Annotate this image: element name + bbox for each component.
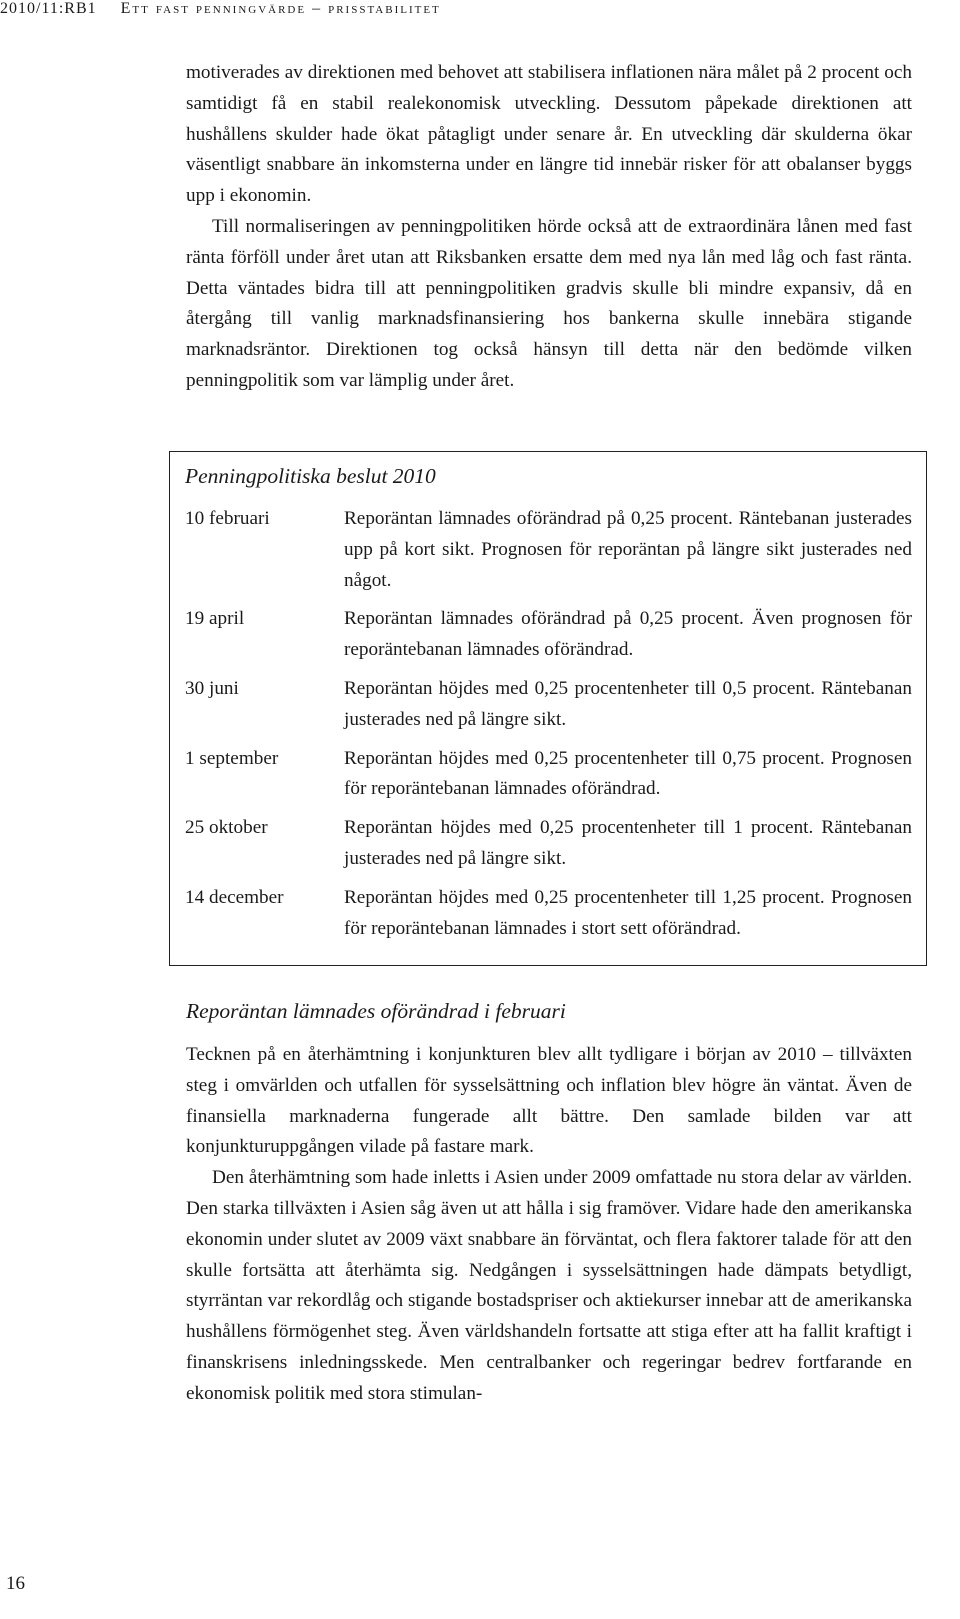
intro-text <box>186 58 912 397</box>
box-title: Penningpolitiska beslut 2010 <box>185 464 436 488</box>
paragraph: Till normaliseringen av penningpolitiken hörde också att de extraordinära lånen med fast ränta förföll under året utan att Riksbanken ersatte dem med nya lån med låg och fast ränta. Detta väntades bidra till att penningpolitiken gradvis skulle bli mindre expansiv, då en återgång till vanlig marknadsfinansiering hos bankerna skulle innebära stigande marknadsräntor. Direktionen tog också hänsyn till detta när den bedömde vilken penningpolitik som var lämplig under året. <box>186 215 912 391</box>
decision-row <box>185 813 912 875</box>
report-code: 2010/11:RB1 <box>0 0 97 17</box>
decision-text: Reporäntan lämnades oförändrad på 0,25 procent. Räntebanan justerades upp på kort sikt. Prognosen för reporäntan på längre sikt justerades ned något. <box>344 508 912 591</box>
paragraph: Den återhämtning som hade inletts i Asien under 2009 omfattade nu stora delar av världen. Den starka tillväxten i Asien såg även ut att hålla i sig framöver. Vidare hade den amerikanska ekonomin under slutet av 2009 växt snabbare än förväntat, och flera faktorer talade för att den skulle fortsätta att återhämta sig. Nedgången i sysselsättningen hade dämpats betydligt, styrräntan var rekordlåg och stigande bostadspriser och aktiekurser innebar att de amerikanska hushållens förmögenhet steg. Även världshandeln fortsatte att stiga efter att ha fallit kraftigt i finanskrisens inledningsskede. Men centralbanker och regeringar bedrev fortfarande en ekonomisk politik med stora stimulan- <box>186 1167 912 1404</box>
report-title: Ett fast penningvärde – prisstabilitet <box>120 0 441 17</box>
decision-row <box>185 883 912 945</box>
decision-row <box>185 674 912 736</box>
section-title: Reporäntan lämnades oförändrad i februari <box>186 999 566 1023</box>
decisions-box <box>169 451 927 966</box>
decision-text: Reporäntan höjdes med 0,25 procentenheter till 1,25 procent. Prognosen för reporäntebanan lämnades i stort sett oförändrad. <box>344 886 912 939</box>
decision-date: 25 oktober <box>185 817 268 839</box>
decision-date: 10 februari <box>185 508 270 529</box>
decision-date: 14 december <box>185 886 284 908</box>
decision-text: Reporäntan höjdes med 0,25 procentenheter till 1 procent. Räntebanan justerades ned på längre sikt. <box>344 817 912 869</box>
decision-text: Reporäntan höjdes med 0,25 procentenheter till 0,75 procent. Prognosen för reporäntebanan lämnades oförändrad. <box>344 747 912 800</box>
paragraph: Tecknen på en återhämtning i konjunkturen blev allt tydligare i början av 2010 – tillväxten steg i omvärlden och utfallen för sysselsättning och inflation blev högre än väntat. Även de finansiella marknaderna fungerade allt bättre. Den samlade bilden var att konjunkturuppgången vilade på fastare mark. <box>186 1044 912 1158</box>
decision-list <box>185 504 912 952</box>
decision-row <box>185 504 912 596</box>
decision-date: 1 september <box>185 747 279 769</box>
decision-date: 19 april <box>185 608 245 630</box>
paragraph: motiverades av direktionen med behovet att stabilisera inflationen nära målet på 2 procent och samtidigt få en stabil realekonomisk utveckling. Dessutom påpekade direktionen att hushållens skulder hade ökat påtagligt under senare år. En utveckling där skulderna ökar väsentligt snabbare än inkomsterna under en längre tid innebär risker för att obalanser byggs upp i ekonomin. <box>186 62 912 207</box>
decision-date: 30 juni <box>185 677 239 699</box>
decision-row <box>185 604 912 666</box>
running-header <box>0 0 441 18</box>
decision-row <box>185 744 912 806</box>
page-number: 16 <box>6 1573 25 1594</box>
decision-text: Reporäntan höjdes med 0,25 procentenheter till 0,5 procent. Räntebanan justerades ned på längre sikt. <box>344 677 912 730</box>
decision-text: Reporäntan lämnades oförändrad på 0,25 procent. Även prognosen för reporäntebanan lämnades oförändrad. <box>344 608 912 661</box>
section-february <box>186 996 912 1410</box>
